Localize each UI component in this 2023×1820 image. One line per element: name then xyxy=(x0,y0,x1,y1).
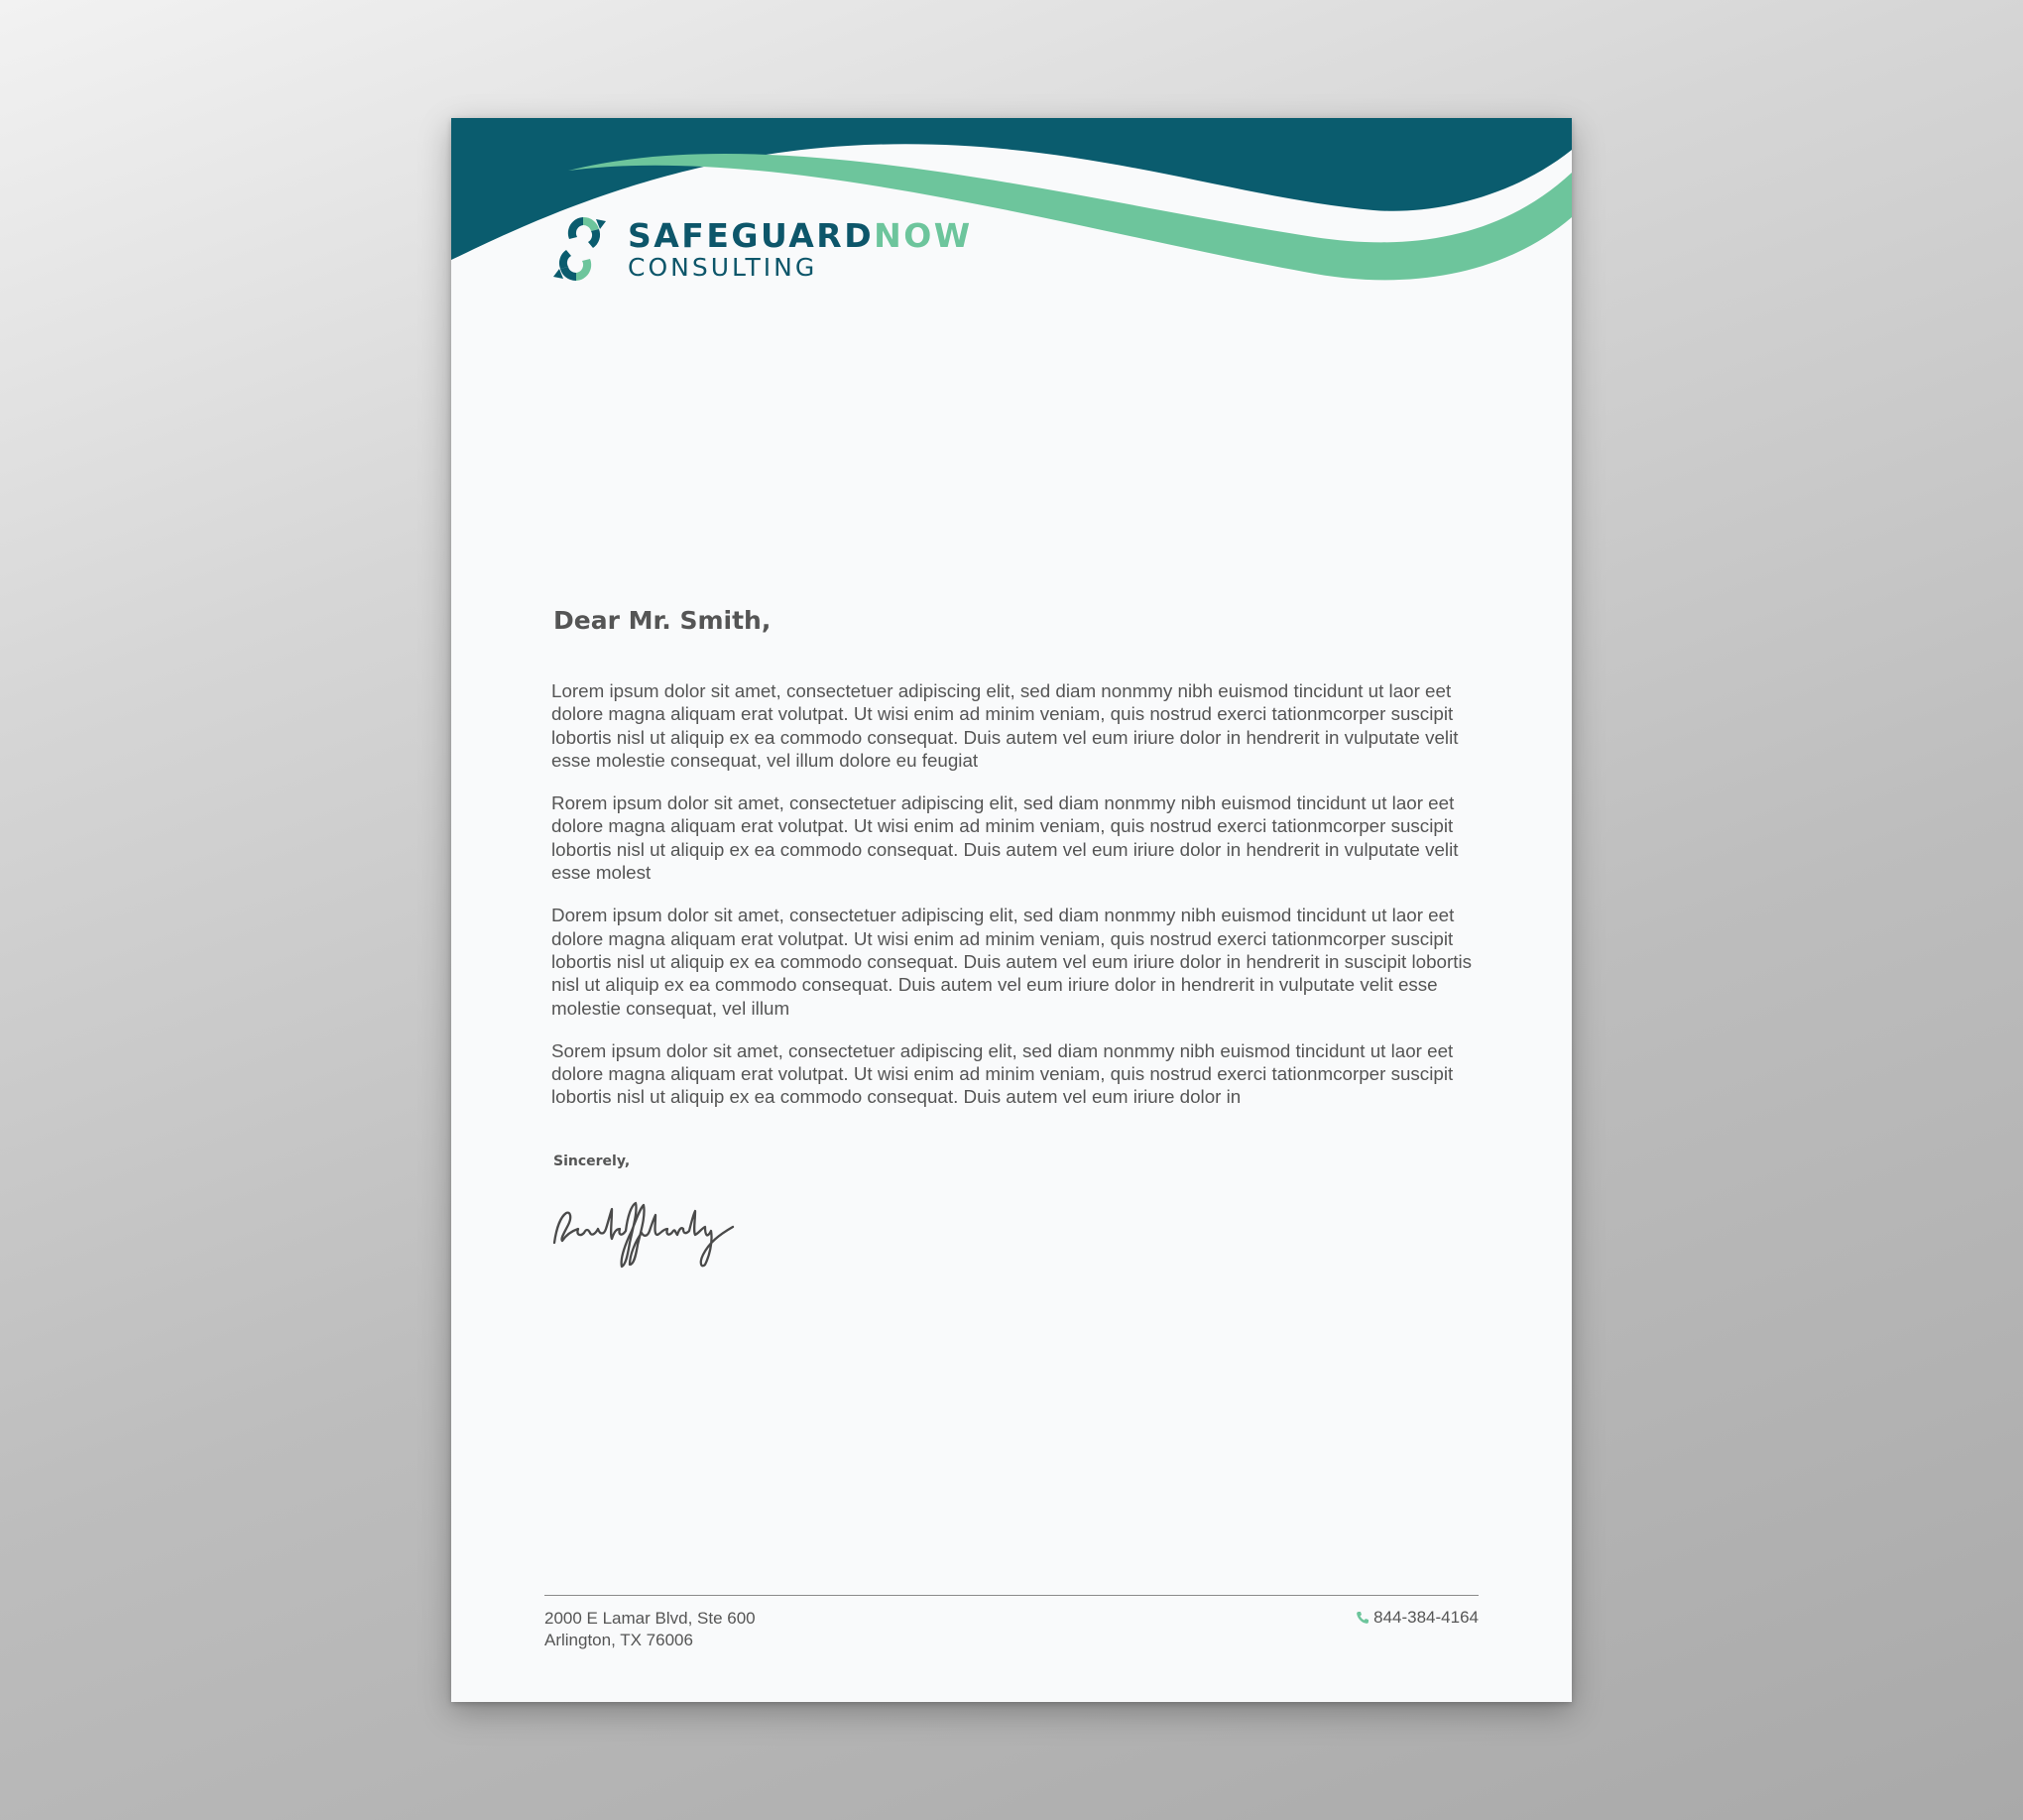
logo-wordmark xyxy=(628,215,973,255)
body-paragraph: Dorem ipsum dolor sit amet, consectetuer adipiscing elit, sed diam nonmmy nibh euismod tincidunt ut laor eet dolore magna aliquam erat volutpat. Ut wisi enim ad minim veniam, quis nostrud exerci tationmcorper suscipit lobortis nisl ut aliquip ex ea commodo consequat. Duis autem vel eum iriure dolor in hendrerit in suscipit lobortis nisl ut aliquip ex ea commodo consequat. Duis autem vel eum iriure dolor in hendrerit in vulputate velit esse molestie consequat, vel illum xyxy=(551,905,1473,1019)
body-paragraph: Rorem ipsum dolor sit amet, consectetuer adipiscing elit, sed diam nonmmy nibh euismod tincidunt ut laor eet dolore magna aliquam erat volutpat. Ut wisi enim ad minim veniam, quis nostrud exerci tationmcorper suscipit lobortis nisl ut aliquip ex ea commodo consequat. Duis autem vel eum iriure dolor in hendrerit in vulputate velit esse molest xyxy=(551,792,1459,884)
letter-closing: Sincerely, xyxy=(553,1153,631,1169)
footer-phone xyxy=(1356,1608,1479,1628)
phone-number: 844-384-4164 xyxy=(1373,1608,1479,1627)
footer-address xyxy=(544,1608,756,1651)
logo-subtitle: CONSULTING xyxy=(628,252,818,282)
letter-greeting: Dear Mr. Smith, xyxy=(553,606,772,635)
address-line-2: Arlington, TX 76006 xyxy=(544,1631,693,1649)
body-paragraph: Lorem ipsum dolor sit amet, consectetuer adipiscing elit, sed diam nonmmy nibh euismod tincidunt ut laor eet dolore magna aliquam erat volutpat. Ut wisi enim ad minim veniam, quis nostrud exerci tationmcorper suscipit lobortis nisl ut aliquip ex ea commodo consequat. Duis autem vel eum iriure dolor in hendrerit in vulputate velit esse molestie consequat, vel illum dolore eu feugiat xyxy=(551,680,1459,771)
logo-mark-icon xyxy=(550,215,614,283)
body-paragraph: Sorem ipsum dolor sit amet, consectetuer adipiscing elit, sed diam nonmmy nibh euismod tincidunt ut laor eet dolore magna aliquam erat volutpat. Ut wisi enim ad minim veniam, quis nostrud exerci tationmcorper suscipit lobortis nisl ut aliquip ex ea commodo consequat. Duis autem vel eum iriure dolor in xyxy=(551,1039,1454,1108)
logo-name-accent: NOW xyxy=(874,215,973,255)
footer-divider xyxy=(544,1595,1479,1596)
handwritten-signature xyxy=(550,1195,749,1274)
company-logo xyxy=(550,215,973,283)
letterhead-page xyxy=(451,118,1572,1702)
letter-body xyxy=(551,679,1484,1129)
phone-icon xyxy=(1356,1611,1369,1625)
logo-name-primary: SAFEGUARD xyxy=(628,215,875,255)
address-line-1: 2000 E Lamar Blvd, Ste 600 xyxy=(544,1609,756,1628)
